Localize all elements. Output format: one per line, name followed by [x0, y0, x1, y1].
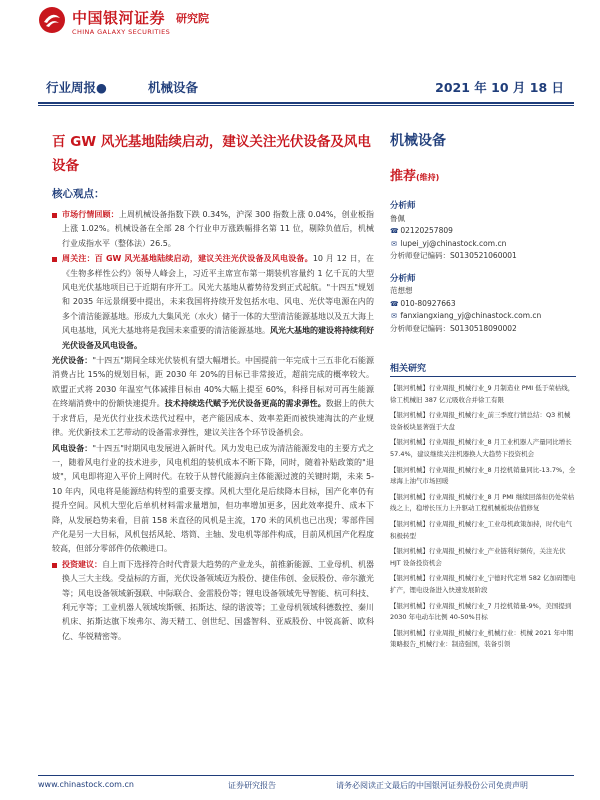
related-research	[390, 361, 576, 655]
footer-divider	[38, 775, 574, 776]
report-header	[0, 0, 600, 44]
company-name-en: CHINA GALAXY SECURITIES	[72, 28, 171, 36]
pv-equipment-paragraph	[52, 354, 374, 440]
investment-advice-paragraph	[52, 558, 374, 644]
analyst-2	[390, 273, 576, 336]
report-date: 2021 年 10 月 18 日	[435, 80, 564, 95]
related-item[interactable]: 【银河机械】行业周报_机械行业_前三季度行情总结：Q3 机械设备板块显著强于大盘	[390, 411, 571, 431]
pv-equipment-emphasis: 技术持续迭代赋予光伏设备更高的需求弹性。	[164, 399, 326, 409]
related-item[interactable]: 【银河机械】行业周报_机械行业_产业链利好频传，关注光伏 HJT 设备投资机会	[390, 547, 566, 567]
analyst-2-cert: 分析师登记编码：S0130518090002	[390, 323, 517, 333]
report-topbar	[38, 78, 574, 98]
report-headline: 百 GW 风光基地陆续启动，建议关注光伏设备及风电设备	[52, 134, 371, 174]
sidebar	[390, 130, 576, 335]
footer-center: 证券研究报告	[228, 781, 276, 790]
weekly-focus-paragraph	[52, 252, 374, 353]
analyst-1	[390, 200, 576, 263]
galaxy-logo-icon	[38, 6, 66, 34]
analyst-1-cert: 分析师登记编码：S0130521060001	[390, 251, 517, 260]
rating-block	[390, 165, 576, 184]
related-item[interactable]: 【银河机械】行业周报_机械行业_8 月 PMI 继续回落但仍处荣枯线之上，稳增长压力上升驱动工程机械板块估值修复	[390, 492, 575, 513]
market-review-paragraph	[52, 208, 374, 251]
related-item[interactable]: 【银河机械】行业周报_机械行业_工业母机政策加持，时代电气积极转型	[390, 519, 572, 540]
related-item[interactable]: 【银河机械】行业周报_机械行业_8 月工业机器人产量同比增长 57.4%，建议继续关注机器换人大趋势下投资机会	[390, 438, 572, 458]
sidebar-sector: 机械设备	[390, 133, 446, 149]
market-review-label: 市场行情回顾：	[62, 210, 119, 219]
wind-equipment-label: 风电设备：	[52, 443, 93, 453]
analyst-2-name: 范想想	[390, 286, 413, 295]
related-item[interactable]: 【银河机械】行业周报_机械行业_宁德时代定增 582 亿加码锂电扩产，锂电设备进入快速发展阶段	[390, 574, 576, 594]
rating-label: 推荐	[390, 169, 417, 184]
rating-note: (维持)	[416, 173, 440, 182]
analyst-1-name: 鲁佩	[390, 213, 405, 223]
market-review-text: 上周机械设备指数下跌 0.34%，沪深 300 指数上涨 0.04%，创业板指上涨 1.02%。机械设备在全部 28 个行业申万涨跌幅排名第 11 位，剔除负值后，机械行业成指水平（整体法）26.5。	[62, 210, 374, 248]
analyst-2-phone: 010-80927663	[400, 298, 456, 308]
related-research-list	[390, 383, 576, 651]
analyst-role-label: 分析师	[390, 201, 416, 211]
core-views-title: 核心观点：	[52, 188, 105, 200]
phone-icon: ☎	[390, 299, 399, 308]
related-item[interactable]: 【银河机械】行业周报_机械行业_8 月挖机销量同比-13.7%，全球海上油气市场回暖	[390, 465, 576, 486]
analyst-1-email[interactable]: lupei_yj@chinastock.com.cn	[400, 238, 507, 248]
company-name-cn: 中国银河证券	[72, 9, 166, 27]
email-icon: ✉	[391, 312, 397, 320]
pv-equipment-text-2: 数据上的供大于求背后，是光伏行业技术迭代过程中，老产能因成本、效率差距而被快速淘汰的产业规律。光伏新技术工艺带动的设备需求弹性，建议关注各个环节设备机会。	[52, 399, 375, 438]
pv-equipment-label: 光伏设备：	[52, 356, 93, 366]
related-item[interactable]: 【银河机械】行业周报_机械行业_7 月挖机销量-9%，美国提到 2030 年电动车比例 40-50%目标	[390, 601, 572, 622]
weekly-focus-conclusion: 风光大基地的建设将持续利好光伏设备及风电设备。	[62, 326, 374, 350]
footer-disclaimer: 请务必阅读正文最后的中国银河证券股份公司免责声明	[336, 781, 528, 790]
header-divider-thin	[38, 105, 574, 106]
analyst-role-label-2: 分析师	[390, 273, 416, 284]
wind-equipment-text: "十四五"时期风电发展进入新时代。风力发电已成为清洁能源发电的主要方式之一，随着风电行业的技术进步，风电机组的装机成本不断下降，同时，随着补贴政策的"退坡"，风电即将迎入平价上网时代。在较于从替代能源向主体能源过渡的关键时期，未来 5-10 年内，风电将是能源结构转型的重要支撑。风机大型化是后续降本目标，国产化率仍有提升空间。风机大型化后单机材料需求量增加，但功率增加更多，因此效率提升、成本下降，从发展趋势来看，目前 158 米直径的风机是主流，170 米的风机也已出现；零部件国产化是另一大目标，风机包括风轮、塔筒、主轴、发电机等部件构成，目前风机国产化程度较高，但部分零部件仍依赖进口。	[52, 443, 375, 554]
header-divider	[38, 102, 574, 104]
institute-label: 研究院	[176, 12, 209, 25]
related-item[interactable]: 【银河机械】行业周报_机械行业_9 月制造业 PMI 低于荣枯线，徐工机械旧 387 亿元吸收合并徐工有限	[390, 384, 575, 404]
related-item[interactable]: 【银河机械】行业周报_机械行业_机械行业：机械 2021 年中期策略报告_机械行业：制造强国，装备引领	[390, 628, 574, 649]
wind-equipment-paragraph	[52, 442, 374, 557]
investment-advice-label: 投资建议：	[62, 559, 102, 569]
weekly-focus-label: 周关注：	[62, 254, 95, 264]
report-type: 行业周报●	[46, 80, 107, 95]
report-body	[52, 208, 374, 645]
weekly-focus-highlight: 百 GW 风光基地陆续启动，建议关注光伏设备及风电设备。	[94, 254, 313, 264]
report-sector: 机械设备	[148, 80, 199, 95]
analyst-1-phone: 02120257809	[400, 226, 453, 235]
related-research-title: 相关研究	[390, 361, 576, 377]
weekly-focus-text: 10 月 12 日，在《生物多样性公约》领导人峰会上，习近平主席宣布第一期装机容量约 1 亿千瓦的大型风电光伏基地项目已于近期有序开工。风光大基地从蓄势待发到正式起航。"十四五"规划和 2035 年远景纲要中提出，未来我国将持续开发包括水电、风电、光伏等电源在内的多个清洁能源基地。形成九大集风光（水火）储于一体的大型清洁能源基地以及五大海上风电基地，风光大基地将是我国未来重要的清洁能源基地。	[62, 254, 374, 336]
phone-icon: ☎	[390, 227, 399, 235]
email-icon: ✉	[391, 239, 397, 248]
investment-advice-text: 自上而下选择符合时代背景大趋势的产业龙头，前推新能源、工业母机、机器换人三大主线。受益标的方面，光伏设备领域迈为股份、捷佳伟创、金辰股份、帝尔激光等；风电设备领域新强联、中际联合、金雷股份等；锂电设备领域先导智能、杭可科技、利元亨等；工业机器人领域埃斯顿、拓斯达、绿的谐波等；工业母机领域科德数控、秦川机床、拓斯达旗下埃弗尔、海天精工、创世纪、国盛智科、亚威股份、中锐高新、欧科亿、华锐精密等。	[62, 559, 374, 641]
footer-website[interactable]: www.chinastock.com.cn	[38, 780, 134, 789]
analyst-2-email[interactable]: fanxiangxiang_yj@chinastock.com.cn	[400, 311, 542, 320]
pv-equipment-text: "十四五"期间全球光伏装机有望大幅增长。中国提前一年完成十三五非化石能源消费占比 15%的规划目标，距 2030 年 20%的目标已非常接近，超前完成的概率较大。欧盟正式将 2030 年温室气体减排目标由 40%大幅上提至 60%，科择目标对可再生能源在终端消费中的份额快速提升。	[52, 356, 375, 409]
